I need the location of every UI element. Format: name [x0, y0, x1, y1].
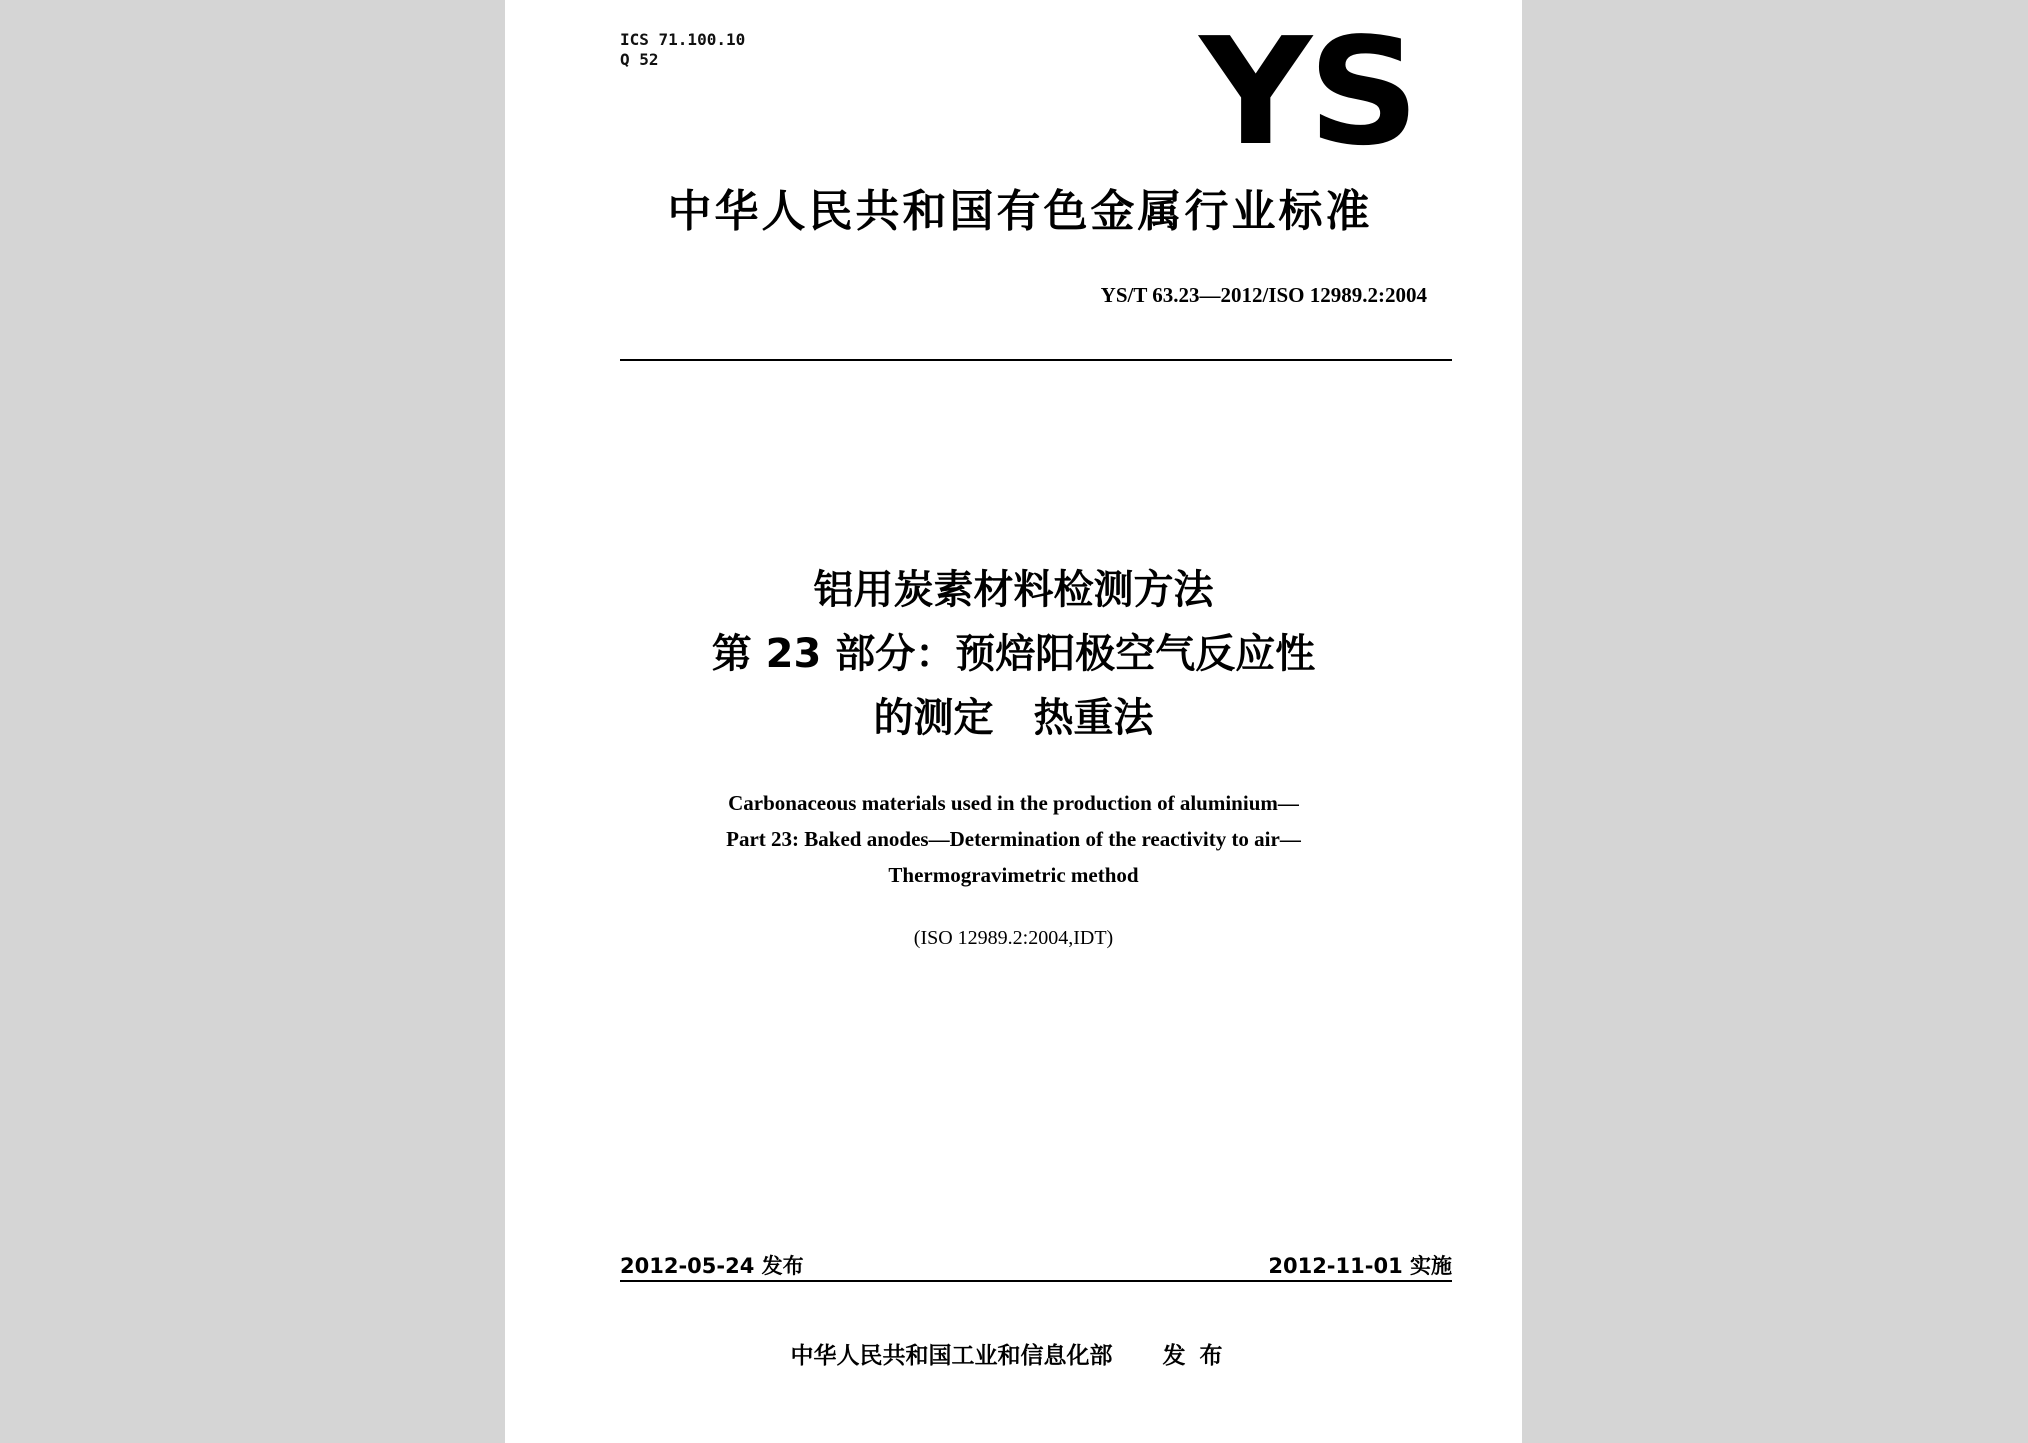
chinese-title-line-3: 的测定 热重法 [873, 695, 1154, 741]
publish-action: 发布 [1162, 1343, 1237, 1369]
english-title-line-2: Part 23: Baked anodes—Determination of the reactivity to air— [726, 827, 1301, 851]
english-title [505, 785, 1522, 893]
iso-identity-note: (ISO 12989.2:2004,IDT) [913, 927, 1114, 949]
industry-standard-title: 中华人民共和国有色金属行业标准 [667, 186, 1373, 237]
publisher-line [505, 1337, 1522, 1370]
ics-code: ICS 71.100.10 [620, 30, 746, 49]
chinese-title-line-2: 第 23 部分：预焙阳极空气反应性 [711, 631, 1316, 677]
english-title-line-1: Carbonaceous materials used in the production of aluminium— [728, 791, 1299, 815]
chinese-title [505, 558, 1522, 750]
publisher-name: 中华人民共和国工业和信息化部 [790, 1343, 1113, 1369]
footer-divider [620, 1280, 1452, 1282]
document-page [505, 0, 1522, 1443]
implementation-date: 2012-11-01 实施 [1268, 1254, 1452, 1278]
ys-logo: YS [1199, 6, 1416, 178]
issue-date: 2012-05-24 发布 [620, 1254, 804, 1278]
classification-codes [620, 30, 745, 70]
english-title-line-3: Thermogravimetric method [888, 863, 1139, 887]
standard-number: YS/T 63.23—2012/ISO 12989.2:2004 [1100, 283, 1427, 307]
header-divider [620, 359, 1452, 361]
ccs-code: Q 52 [620, 50, 659, 69]
chinese-title-line-1: 铝用炭素材料检测方法 [813, 567, 1214, 613]
